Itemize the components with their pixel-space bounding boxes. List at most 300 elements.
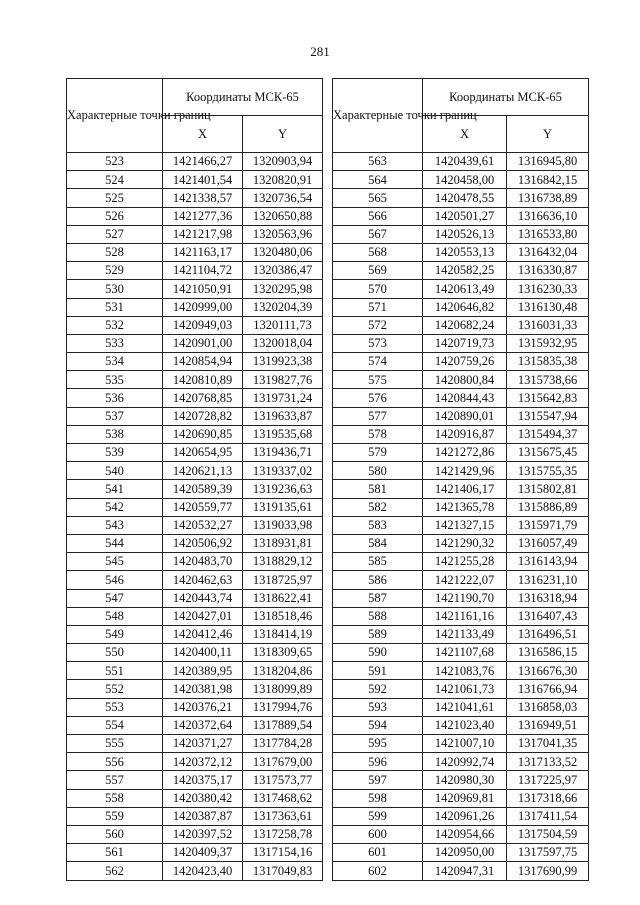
point-number-cell: 585 [333, 553, 423, 571]
table-row [333, 844, 589, 862]
y-coordinate-cell: 1317889,54 [243, 716, 323, 734]
x-coordinate-cell: 1420375,17 [163, 771, 243, 789]
point-number-cell: 564 [333, 171, 423, 189]
table-row [333, 698, 589, 716]
table-row [333, 607, 589, 625]
point-number-cell: 538 [67, 425, 163, 443]
point-number-cell: 526 [67, 207, 163, 225]
x-coordinate-cell: 1420901,00 [163, 334, 243, 352]
x-coordinate-cell: 1420759,26 [423, 353, 507, 371]
x-coordinate-cell: 1420992,74 [423, 753, 507, 771]
x-coordinate-cell: 1420427,01 [163, 607, 243, 625]
y-coordinate-cell: 1316858,03 [507, 698, 589, 716]
y-coordinate-cell: 1316738,89 [507, 189, 589, 207]
point-number-cell: 580 [333, 462, 423, 480]
y-coordinate-cell: 1315802,81 [507, 480, 589, 498]
table-row [333, 262, 589, 280]
table-row [67, 735, 323, 753]
header-x: X [423, 116, 507, 153]
x-coordinate-cell: 1420961,26 [423, 807, 507, 825]
y-coordinate-cell: 1316842,15 [507, 171, 589, 189]
point-number-cell: 551 [67, 662, 163, 680]
y-coordinate-cell: 1317597,75 [507, 844, 589, 862]
y-coordinate-cell: 1319535,68 [243, 425, 323, 443]
point-number-cell: 527 [67, 225, 163, 243]
table-row [333, 716, 589, 734]
point-number-cell: 533 [67, 334, 163, 352]
point-number-cell: 575 [333, 371, 423, 389]
table-row [67, 480, 323, 498]
header-coordinates: Координаты МСК-65 [163, 79, 323, 116]
y-coordinate-cell: 1317784,28 [243, 735, 323, 753]
point-number-cell: 548 [67, 607, 163, 625]
point-number-cell: 600 [333, 825, 423, 843]
table-row [67, 353, 323, 371]
header-x: X [163, 116, 243, 153]
table-row [67, 189, 323, 207]
point-number-cell: 542 [67, 498, 163, 516]
x-coordinate-cell: 1421217,98 [163, 225, 243, 243]
point-number-cell: 598 [333, 789, 423, 807]
table-row [67, 298, 323, 316]
y-coordinate-cell: 1317154,16 [243, 844, 323, 862]
y-coordinate-cell: 1317573,77 [243, 771, 323, 789]
table-row [333, 571, 589, 589]
x-coordinate-cell: 1420854,94 [163, 353, 243, 371]
x-coordinate-cell: 1420409,37 [163, 844, 243, 862]
y-coordinate-cell: 1317133,52 [507, 753, 589, 771]
table-row [67, 771, 323, 789]
table-row [67, 789, 323, 807]
table-row [333, 371, 589, 389]
point-number-cell: 563 [333, 153, 423, 171]
point-number-cell: 557 [67, 771, 163, 789]
y-coordinate-cell: 1320736,54 [243, 189, 323, 207]
table-row [333, 553, 589, 571]
point-number-cell: 529 [67, 262, 163, 280]
x-coordinate-cell: 1421365,78 [423, 498, 507, 516]
point-number-cell: 562 [67, 862, 163, 880]
table-row [333, 516, 589, 534]
x-coordinate-cell: 1420980,30 [423, 771, 507, 789]
table-row [67, 571, 323, 589]
table-row [333, 280, 589, 298]
y-coordinate-cell: 1318099,89 [243, 680, 323, 698]
point-number-cell: 572 [333, 316, 423, 334]
table-row [333, 589, 589, 607]
point-number-cell: 569 [333, 262, 423, 280]
x-coordinate-cell: 1420719,73 [423, 334, 507, 352]
y-coordinate-cell: 1316143,94 [507, 553, 589, 571]
y-coordinate-cell: 1319436,71 [243, 444, 323, 462]
point-number-cell: 565 [333, 189, 423, 207]
point-number-cell: 601 [333, 844, 423, 862]
table-row [333, 462, 589, 480]
point-number-cell: 523 [67, 153, 163, 171]
table-row [67, 753, 323, 771]
x-coordinate-cell: 1420376,21 [163, 698, 243, 716]
table-row [333, 807, 589, 825]
table-row [333, 825, 589, 843]
y-coordinate-cell: 1316496,51 [507, 625, 589, 643]
table-row [67, 243, 323, 261]
table-row [333, 225, 589, 243]
x-coordinate-cell: 1420371,27 [163, 735, 243, 753]
x-coordinate-cell: 1420969,81 [423, 789, 507, 807]
table-row [333, 753, 589, 771]
y-coordinate-cell: 1317994,76 [243, 698, 323, 716]
y-coordinate-cell: 1318725,97 [243, 571, 323, 589]
table-row [333, 316, 589, 334]
x-coordinate-cell: 1420844,43 [423, 389, 507, 407]
point-number-cell: 602 [333, 862, 423, 880]
y-coordinate-cell: 1319923,38 [243, 353, 323, 371]
x-coordinate-cell: 1420654,95 [163, 444, 243, 462]
y-coordinate-cell: 1315642,83 [507, 389, 589, 407]
x-coordinate-cell: 1421104,72 [163, 262, 243, 280]
table-row [67, 280, 323, 298]
coordinates-table-left [66, 78, 323, 881]
table-row [67, 262, 323, 280]
x-coordinate-cell: 1421061,73 [423, 680, 507, 698]
table-row [67, 498, 323, 516]
x-coordinate-cell: 1420728,82 [163, 407, 243, 425]
x-coordinate-cell: 1421277,36 [163, 207, 243, 225]
point-number-cell: 590 [333, 644, 423, 662]
x-coordinate-cell: 1420526,13 [423, 225, 507, 243]
x-coordinate-cell: 1421401,54 [163, 171, 243, 189]
y-coordinate-cell: 1316031,33 [507, 316, 589, 334]
table-row [67, 662, 323, 680]
y-coordinate-cell: 1319731,24 [243, 389, 323, 407]
x-coordinate-cell: 1421255,28 [423, 553, 507, 571]
x-coordinate-cell: 1420890,01 [423, 407, 507, 425]
y-coordinate-cell: 1316407,43 [507, 607, 589, 625]
point-number-cell: 546 [67, 571, 163, 589]
x-coordinate-cell: 1420810,89 [163, 371, 243, 389]
table-row [333, 407, 589, 425]
point-number-cell: 559 [67, 807, 163, 825]
y-coordinate-cell: 1316057,49 [507, 534, 589, 552]
point-number-cell: 597 [333, 771, 423, 789]
y-coordinate-cell: 1317225,97 [507, 771, 589, 789]
point-number-cell: 592 [333, 680, 423, 698]
x-coordinate-cell: 1420397,52 [163, 825, 243, 843]
table-row [333, 243, 589, 261]
y-coordinate-cell: 1316318,94 [507, 589, 589, 607]
y-coordinate-cell: 1317411,54 [507, 807, 589, 825]
y-coordinate-cell: 1318309,65 [243, 644, 323, 662]
table-row [333, 644, 589, 662]
table-row [333, 153, 589, 171]
table-row [333, 498, 589, 516]
y-coordinate-cell: 1315886,89 [507, 498, 589, 516]
table-row [67, 407, 323, 425]
x-coordinate-cell: 1420682,24 [423, 316, 507, 334]
point-number-cell: 576 [333, 389, 423, 407]
point-number-cell: 555 [67, 735, 163, 753]
y-coordinate-cell: 1317679,00 [243, 753, 323, 771]
y-coordinate-cell: 1320563,96 [243, 225, 323, 243]
point-number-cell: 573 [333, 334, 423, 352]
y-coordinate-cell: 1320903,94 [243, 153, 323, 171]
y-coordinate-cell: 1320204,39 [243, 298, 323, 316]
x-coordinate-cell: 1421133,49 [423, 625, 507, 643]
point-number-cell: 566 [333, 207, 423, 225]
x-coordinate-cell: 1421327,15 [423, 516, 507, 534]
y-coordinate-cell: 1319135,61 [243, 498, 323, 516]
x-coordinate-cell: 1420483,70 [163, 553, 243, 571]
table-row [333, 425, 589, 443]
x-coordinate-cell: 1420646,82 [423, 298, 507, 316]
x-coordinate-cell: 1420400,11 [163, 644, 243, 662]
point-number-cell: 584 [333, 534, 423, 552]
y-coordinate-cell: 1317468,62 [243, 789, 323, 807]
table-row [333, 789, 589, 807]
x-coordinate-cell: 1421190,70 [423, 589, 507, 607]
y-coordinate-cell: 1315755,35 [507, 462, 589, 480]
y-coordinate-cell: 1316949,51 [507, 716, 589, 734]
point-number-cell: 595 [333, 735, 423, 753]
point-number-cell: 599 [333, 807, 423, 825]
header-points: Характерные точки границ [67, 79, 163, 153]
x-coordinate-cell: 1420947,31 [423, 862, 507, 880]
y-coordinate-cell: 1315738,66 [507, 371, 589, 389]
point-number-cell: 525 [67, 189, 163, 207]
y-coordinate-cell: 1318829,12 [243, 553, 323, 571]
point-number-cell: 539 [67, 444, 163, 462]
y-coordinate-cell: 1316330,87 [507, 262, 589, 280]
header-y: Y [507, 116, 589, 153]
table-row [67, 225, 323, 243]
table-row [333, 735, 589, 753]
point-number-cell: 574 [333, 353, 423, 371]
x-coordinate-cell: 1420950,00 [423, 844, 507, 862]
table-row [333, 662, 589, 680]
point-number-cell: 588 [333, 607, 423, 625]
x-coordinate-cell: 1420613,49 [423, 280, 507, 298]
header-y: Y [243, 116, 323, 153]
y-coordinate-cell: 1316586,15 [507, 644, 589, 662]
x-coordinate-cell: 1420387,87 [163, 807, 243, 825]
table-row [67, 607, 323, 625]
point-number-cell: 537 [67, 407, 163, 425]
table-row [67, 389, 323, 407]
x-coordinate-cell: 1420800,84 [423, 371, 507, 389]
x-coordinate-cell: 1420389,95 [163, 662, 243, 680]
point-number-cell: 577 [333, 407, 423, 425]
table-row [67, 644, 323, 662]
y-coordinate-cell: 1318414,19 [243, 625, 323, 643]
x-coordinate-cell: 1420954,66 [423, 825, 507, 843]
x-coordinate-cell: 1420768,85 [163, 389, 243, 407]
point-number-cell: 578 [333, 425, 423, 443]
table-body-left [67, 153, 323, 881]
point-number-cell: 543 [67, 516, 163, 534]
x-coordinate-cell: 1420949,03 [163, 316, 243, 334]
y-coordinate-cell: 1319337,02 [243, 462, 323, 480]
table-row [67, 589, 323, 607]
x-coordinate-cell: 1420559,77 [163, 498, 243, 516]
x-coordinate-cell: 1420589,39 [163, 480, 243, 498]
point-number-cell: 596 [333, 753, 423, 771]
x-coordinate-cell: 1420582,25 [423, 262, 507, 280]
point-number-cell: 560 [67, 825, 163, 843]
point-number-cell: 568 [333, 243, 423, 261]
x-coordinate-cell: 1420381,98 [163, 680, 243, 698]
x-coordinate-cell: 1420532,27 [163, 516, 243, 534]
x-coordinate-cell: 1421083,76 [423, 662, 507, 680]
table-row [333, 298, 589, 316]
y-coordinate-cell: 1319033,98 [243, 516, 323, 534]
y-coordinate-cell: 1320018,04 [243, 334, 323, 352]
point-number-cell: 531 [67, 298, 163, 316]
x-coordinate-cell: 1420423,40 [163, 862, 243, 880]
y-coordinate-cell: 1315675,45 [507, 444, 589, 462]
x-coordinate-cell: 1421338,57 [163, 189, 243, 207]
point-number-cell: 540 [67, 462, 163, 480]
x-coordinate-cell: 1421429,96 [423, 462, 507, 480]
x-coordinate-cell: 1421466,27 [163, 153, 243, 171]
table-row [67, 844, 323, 862]
table-row [67, 680, 323, 698]
x-coordinate-cell: 1420412,46 [163, 625, 243, 643]
point-number-cell: 583 [333, 516, 423, 534]
point-number-cell: 536 [67, 389, 163, 407]
table-row [67, 698, 323, 716]
y-coordinate-cell: 1316432,04 [507, 243, 589, 261]
point-number-cell: 570 [333, 280, 423, 298]
point-number-cell: 571 [333, 298, 423, 316]
y-coordinate-cell: 1320386,47 [243, 262, 323, 280]
x-coordinate-cell: 1420916,87 [423, 425, 507, 443]
x-coordinate-cell: 1420458,00 [423, 171, 507, 189]
point-number-cell: 528 [67, 243, 163, 261]
y-coordinate-cell: 1319633,87 [243, 407, 323, 425]
table-row [67, 716, 323, 734]
point-number-cell: 545 [67, 553, 163, 571]
point-number-cell: 558 [67, 789, 163, 807]
y-coordinate-cell: 1316130,48 [507, 298, 589, 316]
y-coordinate-cell: 1318931,81 [243, 534, 323, 552]
y-coordinate-cell: 1320111,73 [243, 316, 323, 334]
y-coordinate-cell: 1315835,38 [507, 353, 589, 371]
y-coordinate-cell: 1319236,63 [243, 480, 323, 498]
x-coordinate-cell: 1420380,42 [163, 789, 243, 807]
point-number-cell: 541 [67, 480, 163, 498]
x-coordinate-cell: 1421107,68 [423, 644, 507, 662]
x-coordinate-cell: 1420690,85 [163, 425, 243, 443]
x-coordinate-cell: 1421272,86 [423, 444, 507, 462]
point-number-cell: 534 [67, 353, 163, 371]
point-number-cell: 587 [333, 589, 423, 607]
table-row [67, 553, 323, 571]
y-coordinate-cell: 1317318,66 [507, 789, 589, 807]
y-coordinate-cell: 1320295,98 [243, 280, 323, 298]
y-coordinate-cell: 1319827,76 [243, 371, 323, 389]
page-number: 281 [310, 44, 330, 59]
y-coordinate-cell: 1315971,79 [507, 516, 589, 534]
point-number-cell: 581 [333, 480, 423, 498]
table-row [67, 462, 323, 480]
x-coordinate-cell: 1421406,17 [423, 480, 507, 498]
y-coordinate-cell: 1320650,88 [243, 207, 323, 225]
coordinates-table-right [332, 78, 589, 881]
x-coordinate-cell: 1420439,61 [423, 153, 507, 171]
table-row [67, 153, 323, 171]
table-body-right [333, 153, 589, 881]
y-coordinate-cell: 1317504,59 [507, 825, 589, 843]
table-row [67, 316, 323, 334]
y-coordinate-cell: 1317690,99 [507, 862, 589, 880]
y-coordinate-cell: 1317041,35 [507, 735, 589, 753]
x-coordinate-cell: 1421050,91 [163, 280, 243, 298]
x-coordinate-cell: 1420478,55 [423, 189, 507, 207]
x-coordinate-cell: 1421023,40 [423, 716, 507, 734]
table-row [67, 444, 323, 462]
point-number-cell: 594 [333, 716, 423, 734]
point-number-cell: 550 [67, 644, 163, 662]
x-coordinate-cell: 1420621,13 [163, 462, 243, 480]
x-coordinate-cell: 1420462,63 [163, 571, 243, 589]
table-row [67, 625, 323, 643]
point-number-cell: 530 [67, 280, 163, 298]
table-row [67, 862, 323, 880]
table-row [333, 207, 589, 225]
x-coordinate-cell: 1420372,12 [163, 753, 243, 771]
x-coordinate-cell: 1421163,17 [163, 243, 243, 261]
x-coordinate-cell: 1420999,00 [163, 298, 243, 316]
table-row [333, 480, 589, 498]
x-coordinate-cell: 1420372,64 [163, 716, 243, 734]
y-coordinate-cell: 1320480,06 [243, 243, 323, 261]
point-number-cell: 593 [333, 698, 423, 716]
table-row [67, 807, 323, 825]
table-row [67, 371, 323, 389]
table-row [333, 189, 589, 207]
table-row [333, 771, 589, 789]
table-row [67, 534, 323, 552]
y-coordinate-cell: 1315932,95 [507, 334, 589, 352]
point-number-cell: 586 [333, 571, 423, 589]
table-row [333, 625, 589, 643]
y-coordinate-cell: 1318518,46 [243, 607, 323, 625]
table-row [67, 516, 323, 534]
y-coordinate-cell: 1316945,80 [507, 153, 589, 171]
table-row [333, 171, 589, 189]
point-number-cell: 552 [67, 680, 163, 698]
table-row [333, 444, 589, 462]
table-row [67, 334, 323, 352]
x-coordinate-cell: 1421007,10 [423, 735, 507, 753]
x-coordinate-cell: 1421222,07 [423, 571, 507, 589]
y-coordinate-cell: 1318622,41 [243, 589, 323, 607]
y-coordinate-cell: 1316533,80 [507, 225, 589, 243]
y-coordinate-cell: 1317049,83 [243, 862, 323, 880]
point-number-cell: 582 [333, 498, 423, 516]
table-row [333, 353, 589, 371]
table-row [333, 862, 589, 880]
point-number-cell: 567 [333, 225, 423, 243]
point-number-cell: 554 [67, 716, 163, 734]
point-number-cell: 535 [67, 371, 163, 389]
x-coordinate-cell: 1421161,16 [423, 607, 507, 625]
x-coordinate-cell: 1420553,13 [423, 243, 507, 261]
x-coordinate-cell: 1420443,74 [163, 589, 243, 607]
y-coordinate-cell: 1317363,61 [243, 807, 323, 825]
point-number-cell: 556 [67, 753, 163, 771]
table-row [67, 171, 323, 189]
